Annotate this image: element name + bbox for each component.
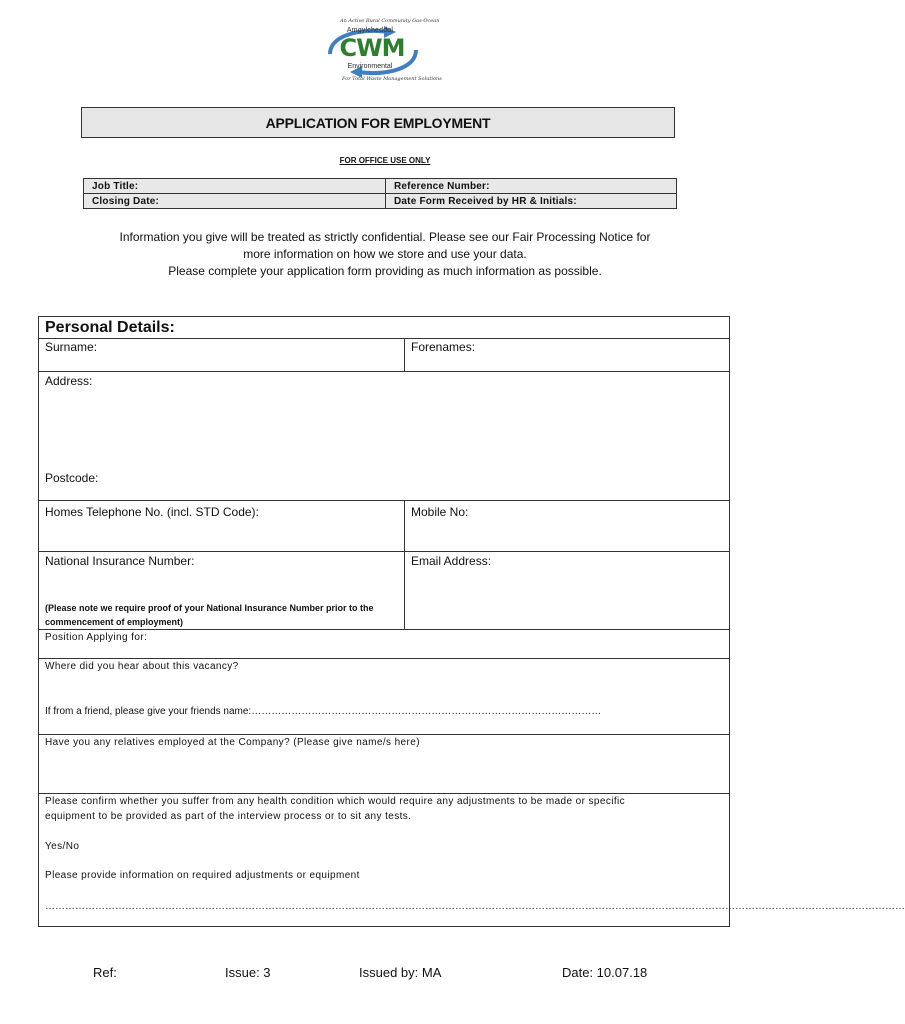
divider <box>39 551 729 552</box>
office-use-table <box>83 178 677 209</box>
logo-name-english: Environmental <box>347 63 393 70</box>
adjustments-label: Please provide information on required adjustments or equipment <box>45 870 360 881</box>
divider <box>39 793 729 794</box>
mobile-field[interactable]: Mobile No: <box>411 505 469 519</box>
position-field[interactable]: Position Applying for: <box>45 632 148 643</box>
ni-number-field[interactable]: National Insurance Number: <box>45 554 195 568</box>
divider <box>39 658 729 659</box>
forenames-field[interactable]: Forenames: <box>411 340 476 354</box>
yes-no-field[interactable]: Yes/No <box>45 841 80 852</box>
divider <box>39 629 729 630</box>
date-received-field[interactable]: Date Form Received by HR & Initials: <box>386 194 677 209</box>
footer-ref: Ref: <box>93 965 117 980</box>
reference-number-field[interactable]: Reference Number: <box>386 179 677 194</box>
intro-line-3: Please complete your application form providing as much information as possible. <box>168 264 602 278</box>
friend-name-field[interactable]: If from a friend, please give your friends name:…………………………………………………………………………………………… <box>45 706 602 717</box>
logo-wordmark: CWM <box>339 34 405 62</box>
divider <box>39 734 729 735</box>
closing-date-field[interactable]: Closing Date: <box>84 194 386 209</box>
divider <box>39 338 729 339</box>
surname-field[interactable]: Surname: <box>45 340 98 354</box>
ni-proof-note: (Please note we require proof of your National Insurance Number prior to the commencement of employment) <box>45 603 374 627</box>
vacancy-source-field[interactable]: Where did you hear about this vacancy? <box>45 661 239 672</box>
table-row <box>84 179 677 194</box>
email-field[interactable]: Email Address: <box>411 554 492 568</box>
health-question-line-1: Please confirm whether you suffer from any health condition which would require any adjustments to be made or specific <box>45 796 626 807</box>
form-title: APPLICATION FOR EMPLOYMENT <box>81 107 675 138</box>
logo-bottom-tagline: For Total Waste Management Solutions <box>342 76 442 82</box>
address-field[interactable]: Address: <box>45 374 93 388</box>
section-heading: Personal Details: <box>45 319 175 336</box>
home-telephone-field[interactable]: Homes Telephone No. (incl. STD Code): <box>45 505 259 519</box>
personal-details-form <box>38 316 905 927</box>
company-logo <box>318 14 442 90</box>
divider <box>404 338 405 371</box>
footer-date: Date: 10.07.18 <box>562 965 648 980</box>
divider <box>39 371 729 372</box>
health-question-line-2: equipment to be provided as part of the interview process or to sit any tests. <box>45 811 412 822</box>
footer-issued-by: Issued by: MA <box>359 965 442 980</box>
postcode-field[interactable]: Postcode: <box>45 471 99 485</box>
job-title-field[interactable]: Job Title: <box>84 179 386 194</box>
intro-line-1: Information you give will be treated as strictly confidential. Please see our Fair Processing Notice for <box>119 230 651 244</box>
adjustments-field[interactable]: …………………………………………………………………………………………………………………………………………………………………………………………………………………………………… <box>45 901 905 912</box>
footer-issue: Issue: 3 <box>225 965 271 980</box>
intro-line-2: more information on how we store and use your data. <box>243 247 527 261</box>
intro-text <box>60 229 710 280</box>
office-use-only-label: FOR OFFICE USE ONLY <box>339 156 431 165</box>
relatives-field[interactable]: Have you any relatives employed at the Company? (Please give name/s here) <box>45 737 420 748</box>
table-row <box>84 194 677 209</box>
logo-name-welsh: Amgylcheddol <box>346 27 394 34</box>
logo-top-tagline: An Active Rural Community Gas-Ocean <box>340 18 440 24</box>
divider <box>39 500 729 501</box>
